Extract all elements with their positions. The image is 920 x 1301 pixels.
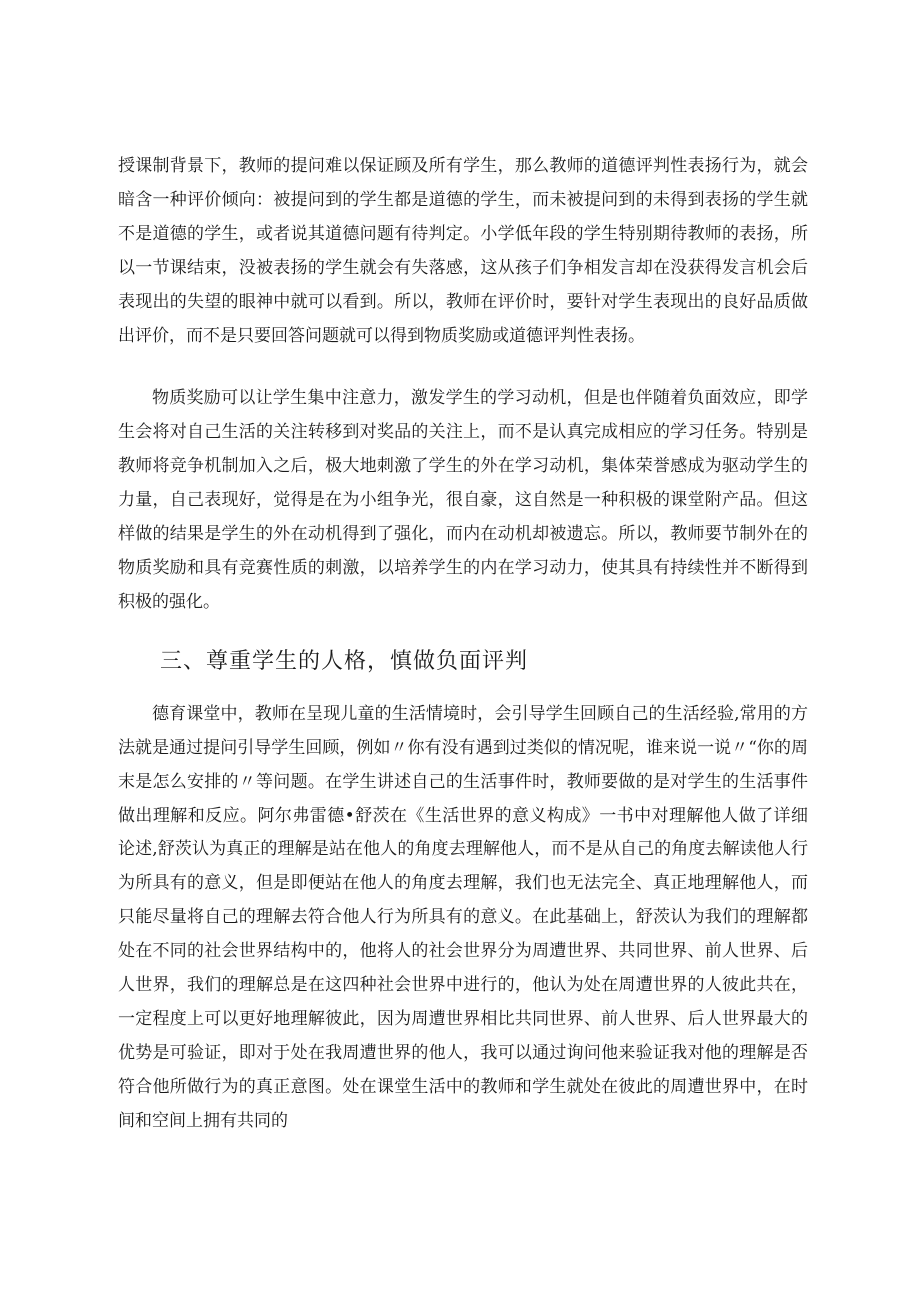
paragraph-spacer: [118, 620, 808, 642]
paragraph-spacer: [118, 682, 808, 698]
section-heading: 三、尊重学生的人格，慎做负面评判: [160, 648, 529, 674]
paragraph-continuation: 授课制背景下，教师的提问难以保证顾及所有学生，那么教师的道德评判性表扬行为，就会暗含一种评价倾向：被提问到的学生都是道德的学生，而未被提问到的未得到表扬的学生就不是道德的学生，或者说其道德问题有待判定。小学低年段的学生特别期待教师的表扬，所以一节课结束，没被表扬的学生就会有失落感，这从孩子们争相发言却在没获得发言机会后表现出的失望的眼神中就可以看到。所以，教师在评价时，要针对学生表现出的良好品质做出评价，而不是只要回答问题就可以得到物质奖励或道德评判性表扬。: [118, 156, 808, 346]
paragraph-material-rewards: 物质奖励可以让学生集中注意力，激发学生的学习动机，但是也伴随着负面效应，即学生会将对自己生活的关注转移到对奖品的关注上，而不是认真完成相应的学习任务。特别是教师将竞争机制加入之后，极大地刺激了学生的外在学习动机，集体荣誉感成为驱动学生的力量，自己表现好，觉得是在为小组争光，很自豪，这自然是一种积极的课堂附产品。但这样做的结果是学生的外在动机得到了强化，而内在动机却被遗忘。所以，教师要节制外在的物质奖励和具有竞赛性质的刺激，以培养学生的内在学习动力，使其具有持续性并不断得到积极的强化。: [118, 388, 808, 612]
paragraph-spacer: [118, 353, 808, 382]
document-body: [118, 150, 808, 1139]
paragraph-understanding-others: 德育课堂中，教师在呈现儿童的生活情境时，会引导学生回顾自己的生活经验,常用的方法就是通过提问引导学生回顾，例如〃你有没有遇到过类似的情况呢，谁来说一说〃“你的周末是怎么安排的〃等问题。在学生讲述自己的生活事件时，教师要做的是对学生的生活事件做出理解和反应。阿尔弗雷德•舒茨在《生活世界的意义构成》一书中对理解他人做了详细论述,舒茨认为真正的理解是站在他人的角度去理解他人，而不是从自己的角度去解读他人行为所具有的意义，但是即便站在他人的角度去理解，我们也无法完全、真正地理解他人，而只能尽量将自己的理解去符合他人行为所具有的意义。在此基础上，舒茨认为我们的理解都处在不同的社会世界结构中的，他将人的社会世界分为周遭世界、共同世界、前人世界、后人世界，我们的理解总是在这四种社会世界中进行的，他认为处在周遭世界的人彼此共在，一定程度上可以更好地理解彼此，因为周遭世界相比共同世界、前人世界、后人世界最大的优势是可验证，即对于处在我周遭世界的他人，我可以通过询问他来验证我对他的理解是否符合他所做行为的真正意图。处在课堂生活中的教师和学生就处在彼此的周遭世界中，在时间和空间上拥有共同的: [118, 703, 808, 1131]
